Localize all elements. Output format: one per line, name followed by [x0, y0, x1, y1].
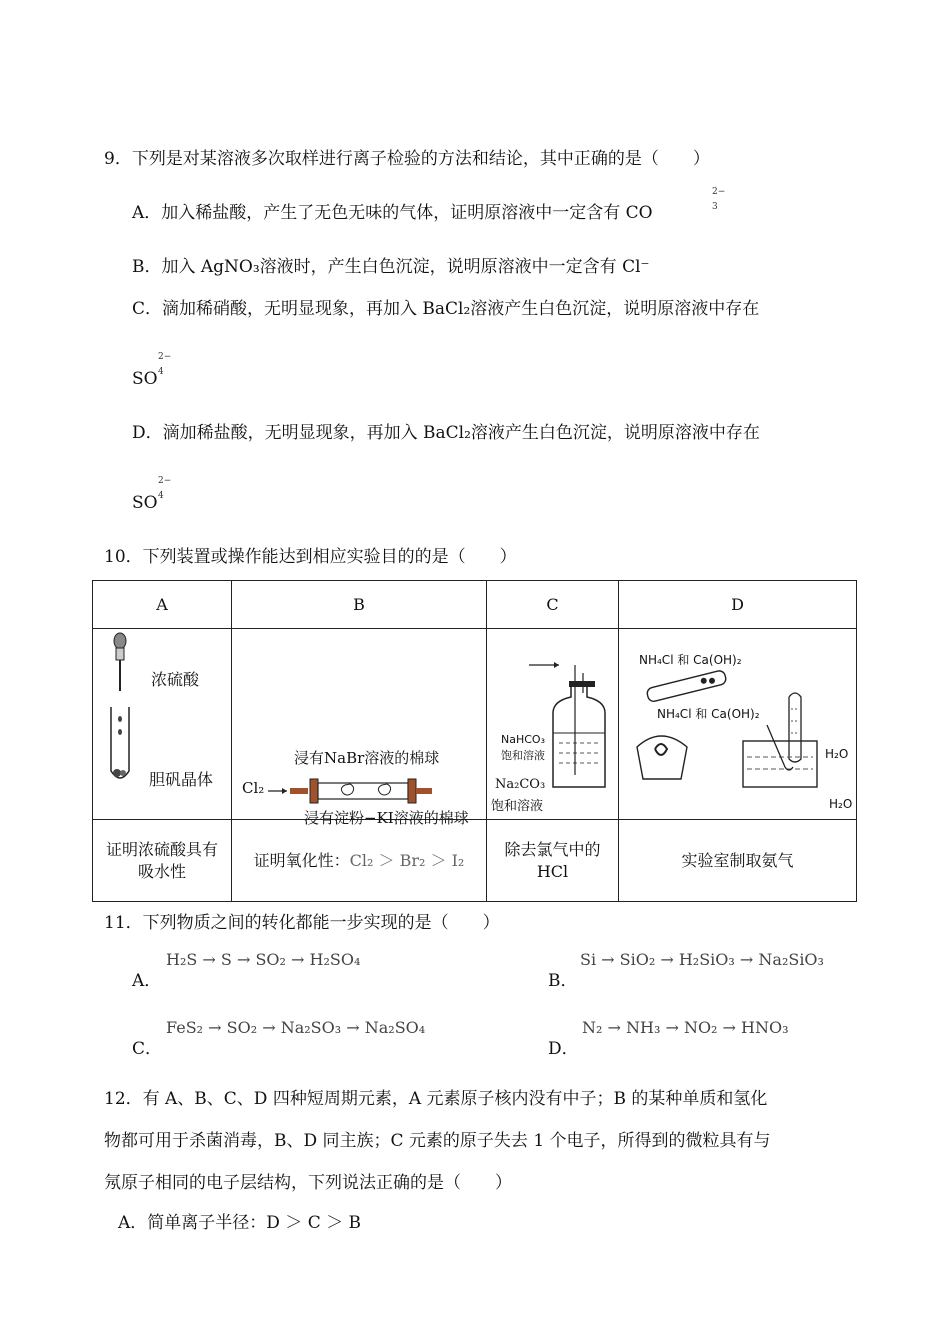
purpose-d: [619, 820, 857, 902]
purpose-a: [93, 820, 232, 902]
q11-option-d-chain: N₂ → NH₃ → NO₂ → HNO₃: [582, 1018, 789, 1037]
q9-option-a: A．加入稀盐酸，产生了无色无味的气体，证明原溶液中一定含有 CO: [132, 203, 653, 223]
q11-option-a-chain: H₂S → S → SO₂ → H₂SO₄: [166, 950, 361, 969]
label-na2co3-saturated: 饱和溶液: [491, 799, 544, 814]
purpose-b: [232, 820, 487, 902]
header-d: D: [619, 581, 857, 629]
q9-a-subscript: 3: [712, 202, 718, 212]
label-na2co3: Na₂CO₃: [495, 777, 546, 792]
apparatus-c: [487, 629, 619, 820]
q12-line-1: 12．有 A、B、C、D 四种短周期元素，A 元素原子核内没有中子；B 的某种单质和氢化: [104, 1089, 768, 1109]
purpose-d-text: 实验室制取氨气: [681, 850, 794, 870]
q9-d-charge: 2−: [158, 476, 172, 486]
q10-stem: 10．下列装置或操作能达到相应实验目的的是（ ）: [104, 547, 517, 567]
purpose-c-text: 除去氯气中的HCl: [504, 839, 601, 881]
label-nahco3: NaHCO₃: [501, 733, 545, 746]
header-a: A: [93, 581, 232, 629]
header-c: C: [487, 581, 619, 629]
q11-option-c-label: C．: [132, 1039, 163, 1059]
q9-c-charge: 2−: [158, 352, 172, 362]
q11-option-b-chain: Si → SiO₂ → H₂SiO₃ → Na₂SiO₃: [580, 950, 824, 969]
label-cl2-inlet: Cl₂: [242, 779, 265, 797]
purpose-c: [487, 820, 619, 902]
experiment-table: [92, 580, 857, 902]
q11-stem: 11．下列物质之间的转化都能一步实现的是（ ）: [104, 913, 500, 933]
purpose-b-text: 证明氧化性：: [253, 850, 350, 870]
q9-d-subscript: 4: [158, 491, 164, 501]
label-nahco3-saturated: 饱和溶液: [501, 749, 545, 762]
q12-line-3: 氖原子相同的电子层结构，下列说法正确的是（ ）: [104, 1173, 512, 1193]
label-water-bottom: H₂O: [829, 797, 853, 811]
label-reagents-tube: NH₄Cl 和 Ca(OH)₂: [657, 707, 760, 721]
q11-option-c-chain: FeS₂ → SO₂ → Na₂SO₃ → Na₂SO₄: [166, 1018, 426, 1037]
q9-option-c: C．滴加稀硝酸，无明显现象，再加入 BaCl₂溶液产生白色沉淀，说明原溶液中存在: [132, 299, 760, 319]
glass-tube-diagram: [232, 629, 487, 819]
q12-line-2: 物都可用于杀菌消毒，B、D 同主族；C 元素的原子失去 1 个电子，所得到的微粒具有与: [104, 1131, 771, 1151]
q9-option-b: B．加入 AgNO₃溶液时，产生白色沉淀，说明原溶液中一定含有 Cl⁻: [132, 257, 650, 277]
q11-option-b-label: B．: [548, 971, 578, 991]
header-b: B: [232, 581, 487, 629]
purpose-a-text: 证明浓硫酸具有吸水性: [105, 839, 218, 881]
q9-c-ion: SO: [132, 369, 158, 389]
q9-option-d: D．滴加稀盐酸，无明显现象，再加入 BaCl₂溶液产生白色沉淀，说明原溶液中存在: [132, 423, 760, 443]
oxidizing-order: Cl₂ ＞ Br₂ ＞ I₂: [349, 850, 465, 870]
q12-option-a: A．简单离子半径：D ＞ C ＞ B: [118, 1213, 362, 1233]
label-water-beaker: H₂O: [825, 747, 849, 761]
label-conc-sulfuric-acid: 浓硫酸: [151, 670, 200, 689]
q9-d-ion: SO: [132, 493, 158, 513]
q9-a-charge: 2−: [712, 187, 726, 197]
q11-option-a-label: A．: [132, 971, 162, 991]
q9-stem: 9．下列是对某溶液多次取样进行离子检验的方法和结论，其中正确的是（ ）: [104, 149, 710, 169]
label-blue-vitriol: 胆矾晶体: [149, 770, 214, 789]
apparatus-b: [232, 629, 487, 827]
label-starch-ki-cotton: 浸有淀粉−KI溶液的棉球: [304, 809, 469, 827]
q11-option-d-label: D．: [548, 1039, 579, 1059]
apparatus-a: [93, 629, 232, 820]
q9-c-subscript: 4: [158, 367, 164, 377]
dropper-tube-diagram: [93, 629, 232, 819]
apparatus-d: [619, 629, 857, 820]
label-reagents-top: NH₄Cl 和 Ca(OH)₂: [639, 653, 742, 667]
label-nabr-cotton: 浸有NaBr溶液的棉球: [294, 749, 440, 767]
